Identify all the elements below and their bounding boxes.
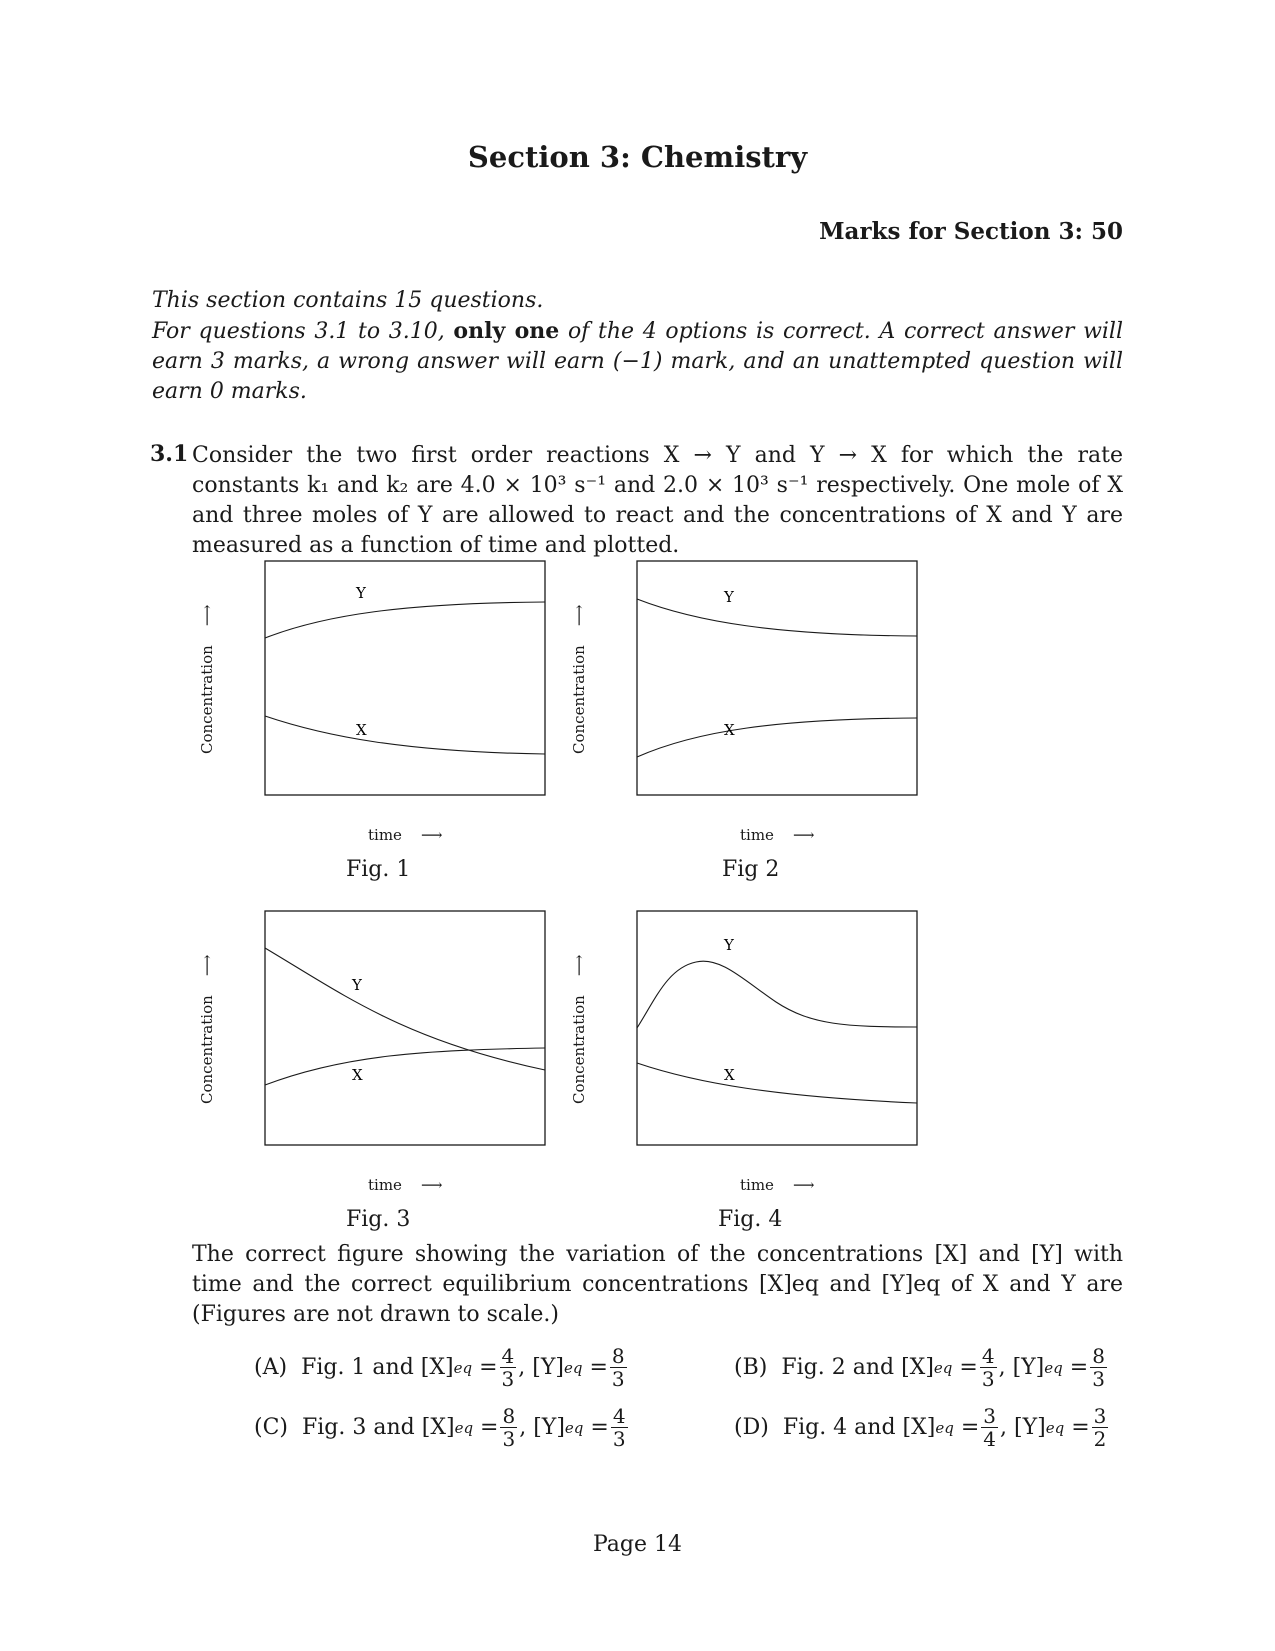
figure-4-caption: Fig. 4 — [718, 1207, 783, 1232]
figure-4-plot — [636, 910, 918, 1146]
question-text: Consider the two first order reactions X → Y and Y → X for which the rate constants k₁ and k₂ are 4.0 × 10³ s⁻¹ and 2.0 × 10³ s⁻¹ respectively. One mole of X and three moles of Y are allowed to react and the concentrations of X and Y are measured as a function of time and plotted. — [192, 443, 1123, 558]
figure-1-label-y: Y — [356, 584, 366, 602]
figure-2-ylabel: Concentration ⟶ — [570, 604, 588, 754]
figure-2-caption: Fig 2 — [722, 857, 780, 882]
figure-4-curve-y — [637, 961, 917, 1028]
figure-1-ylabel: Concentration ⟶ — [198, 604, 216, 754]
figure-3-curve-y — [265, 948, 545, 1070]
figure-1-label-x: X — [356, 721, 367, 739]
figure-4-label-y: Y — [724, 936, 734, 954]
figure-2 — [562, 560, 922, 882]
figure-2-label-y: Y — [724, 588, 734, 606]
question-closing: The correct figure showing the variation of the concentrations [X] and [Y] with time and the correct equilibrium concentrations [X]eq and [Y]eq of X and Y are (Figures are not drawn to scale.) — [192, 1242, 1123, 1327]
figure-2-label-x: X — [724, 721, 735, 739]
section-instructions — [152, 286, 1123, 407]
figure-3-ylabel: Concentration ⟶ — [198, 954, 216, 1104]
figure-3-xlabel: time ⟶ — [368, 1176, 443, 1194]
figure-1-xlabel: time ⟶ — [368, 826, 443, 844]
figure-4-curve-x — [637, 1063, 917, 1103]
figure-2-frame — [637, 561, 917, 795]
page-number: Page 14 — [592, 1532, 683, 1557]
figure-1 — [190, 560, 550, 882]
option-a[interactable]: (A) Fig. 1 and [X] eq = $\frac{4}{3}$ , [Y] eq = $\frac{8}{3}$ — [254, 1344, 625, 1391]
question-number: 3.1 — [150, 441, 189, 467]
figure-3-label-x: X — [352, 1066, 363, 1084]
instructions-line-2a: For questions 3.1 to 3.10, — [152, 319, 445, 344]
figure-2-curve-x — [637, 718, 917, 757]
instructions-emphasis: only one — [453, 318, 560, 344]
figure-4-label-x: X — [724, 1066, 735, 1084]
figure-1-plot — [264, 560, 546, 796]
figure-2-plot — [636, 560, 918, 796]
option-c[interactable]: (C) Fig. 3 and [X] eq = $\frac{8}{3}$ , [Y] eq = $\frac{4}{3}$ — [254, 1404, 626, 1451]
figure-4 — [562, 910, 922, 1232]
figure-2-xlabel: time ⟶ — [740, 826, 815, 844]
figure-3-label-y: Y — [352, 976, 362, 994]
figure-3 — [190, 910, 550, 1232]
figure-2-curve-y — [637, 599, 917, 636]
option-d[interactable]: (D) Fig. 4 and [X] eq = $\frac{3}{4}$ , [Y] eq = $\frac{3}{2}$ — [734, 1404, 1107, 1451]
figure-3-plot — [264, 910, 546, 1146]
figure-3-frame — [265, 911, 545, 1145]
instructions-line-2 — [152, 316, 1123, 407]
figure-1-curve-y — [265, 602, 545, 638]
figure-4-frame — [637, 911, 917, 1145]
figure-4-xlabel: time ⟶ — [740, 1176, 815, 1194]
instructions-line-2b: of the 4 options is correct. A correct answer will earn 3 marks, a wrong answer will earn (−1) mark, and an unattempted question will earn 0 marks. — [152, 319, 1124, 404]
figure-1-frame — [265, 561, 545, 795]
figure-3-curve-x — [265, 1048, 545, 1085]
section-marks: Marks for Section 3: 50 — [819, 218, 1123, 245]
figure-1-caption: Fig. 1 — [346, 857, 411, 882]
figure-4-ylabel: Concentration ⟶ — [570, 954, 588, 1104]
figure-1-curve-x — [265, 716, 545, 754]
figure-3-caption: Fig. 3 — [346, 1207, 411, 1232]
section-title: Section 3: Chemistry — [467, 140, 808, 174]
option-b[interactable]: (B) Fig. 2 and [X] eq = $\frac{4}{3}$ , [Y] eq = $\frac{8}{3}$ — [734, 1344, 1105, 1391]
instructions-line-1: This section contains 15 questions. — [152, 288, 544, 313]
